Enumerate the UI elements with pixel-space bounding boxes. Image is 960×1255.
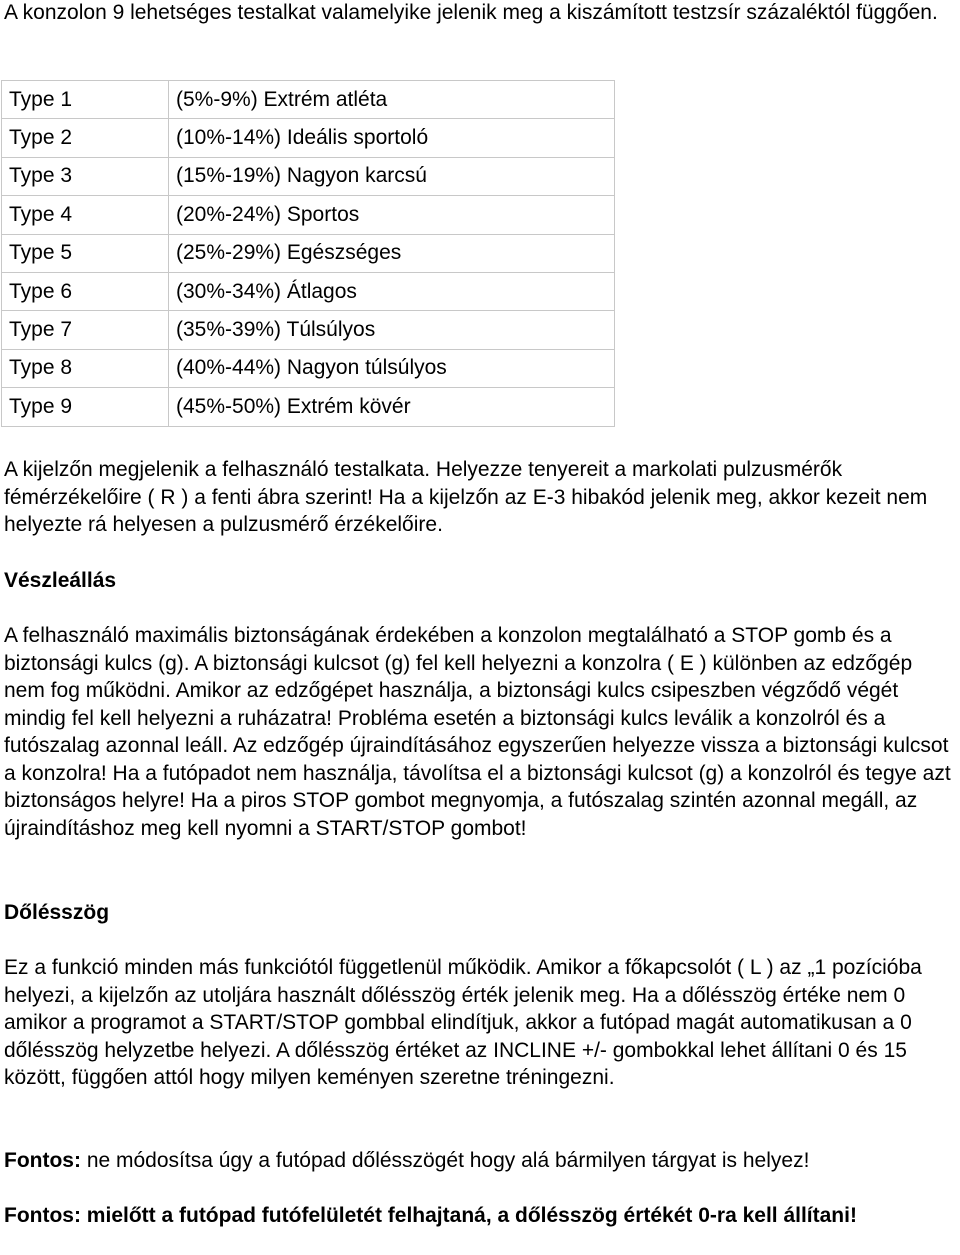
table-row <box>2 234 615 272</box>
important-note-fold: Fontos: mielőtt a futópad futófelületét felhajtaná, a dőlésszög értékét 0-ra kell állítani! <box>4 1204 857 1227</box>
table-row <box>2 388 615 426</box>
important-note-incline <box>4 1147 956 1175</box>
table-row <box>2 349 615 387</box>
type-cell: Type 8 <box>2 349 169 387</box>
incline-paragraph: Ez a funkció minden más funkciótól függetlenül működik. Amikor a főkapcsolót ( L ) az „1 pozícióba helyezi, a kijelzőn az utoljára használt dőlésszög érték jelenik meg. Ha a dőlésszög értéke nem 0 amikor a programot a START/STOP gombbal elindítjuk, akkor a futópad magát automatikusan a 0 dőlésszög helyzetbe helyezi. A dőlésszög értéket az INCLINE +/- gombokkal lehet állítani 0 és 15 között, függően attól hogy milyen keményen szeretne tréningezni. <box>4 956 922 1089</box>
table-row <box>2 81 615 119</box>
table-row <box>2 119 615 157</box>
body-type-table <box>1 80 615 427</box>
table-row <box>2 311 615 349</box>
incline-heading: Dőlésszög <box>4 901 110 924</box>
table-row <box>2 272 615 310</box>
description-cell: (20%-24%) Sportos <box>169 196 615 234</box>
type-cell: Type 6 <box>2 272 169 310</box>
type-cell: Type 1 <box>2 81 169 119</box>
description-cell: (15%-19%) Nagyon karcsú <box>169 157 615 195</box>
intro-paragraph: A konzolon 9 lehetséges testalkat valamelyike jelenik meg a kiszámított testzsír százaléktól függően. <box>4 1 938 24</box>
type-cell: Type 9 <box>2 388 169 426</box>
description-cell: (25%-29%) Egészséges <box>169 234 615 272</box>
note-label: Fontos: <box>4 1149 81 1172</box>
type-cell: Type 3 <box>2 157 169 195</box>
description-cell: (5%-9%) Extrém atléta <box>169 81 615 119</box>
description-cell: (40%-44%) Nagyon túlsúlyos <box>169 349 615 387</box>
display-paragraph: A kijelzőn megjelenik a felhasználó testalkata. Helyezze tenyereit a markolati pulzusmérők fémérzékelőire ( R ) a fenti ábra szerint! Ha a kijelzőn az E-3 hibakód jelenik meg, akkor kezeit nem helyezte rá helyesen a pulzusmérő érzékelőire. <box>4 458 928 536</box>
table-row <box>2 157 615 195</box>
note-text: ne módosítsa úgy a futópad dőlésszögét hogy alá bármilyen tárgyat is helyez! <box>80 1149 810 1172</box>
type-cell: Type 2 <box>2 119 169 157</box>
description-cell: (45%-50%) Extrém kövér <box>169 388 615 426</box>
type-cell: Type 4 <box>2 196 169 234</box>
table-row <box>2 196 615 234</box>
description-cell: (10%-14%) Ideális sportoló <box>169 119 615 157</box>
type-cell: Type 7 <box>2 311 169 349</box>
type-cell: Type 5 <box>2 234 169 272</box>
description-cell: (35%-39%) Túlsúlyos <box>169 311 615 349</box>
emergency-stop-paragraph: A felhasználó maximális biztonságának érdekében a konzolon megtalálható a STOP gomb és a biztonsági kulcs (g). A biztonsági kulcsot (g) fel kell helyezni a konzolra ( E ) különben az edzőgép nem fog működni. Amikor az edzőgépet használja, a biztonsági kulcs csipeszben végződő végét mindig fel kell helyezni a ruházatra! Probléma esetén a biztonsági kulcs leválik a konzolról és a futószalag azonnal leáll. Az edzőgép újraindításához egyszerűen helyezze vissza a biztonsági kulcsot a konzolra! Ha a futópadot nem használja, távolítsa el a biztonsági kulcsot (g) a konzolról és tegye azt biztonságos helyre! Ha a piros STOP gombot megnyomja, a futószalag szintén azonnal megáll, az újraindításhoz meg kell nyomni a START/STOP gombot! <box>4 624 951 840</box>
description-cell: (30%-34%) Átlagos <box>169 272 615 310</box>
emergency-stop-heading: Vészleállás <box>4 569 117 592</box>
